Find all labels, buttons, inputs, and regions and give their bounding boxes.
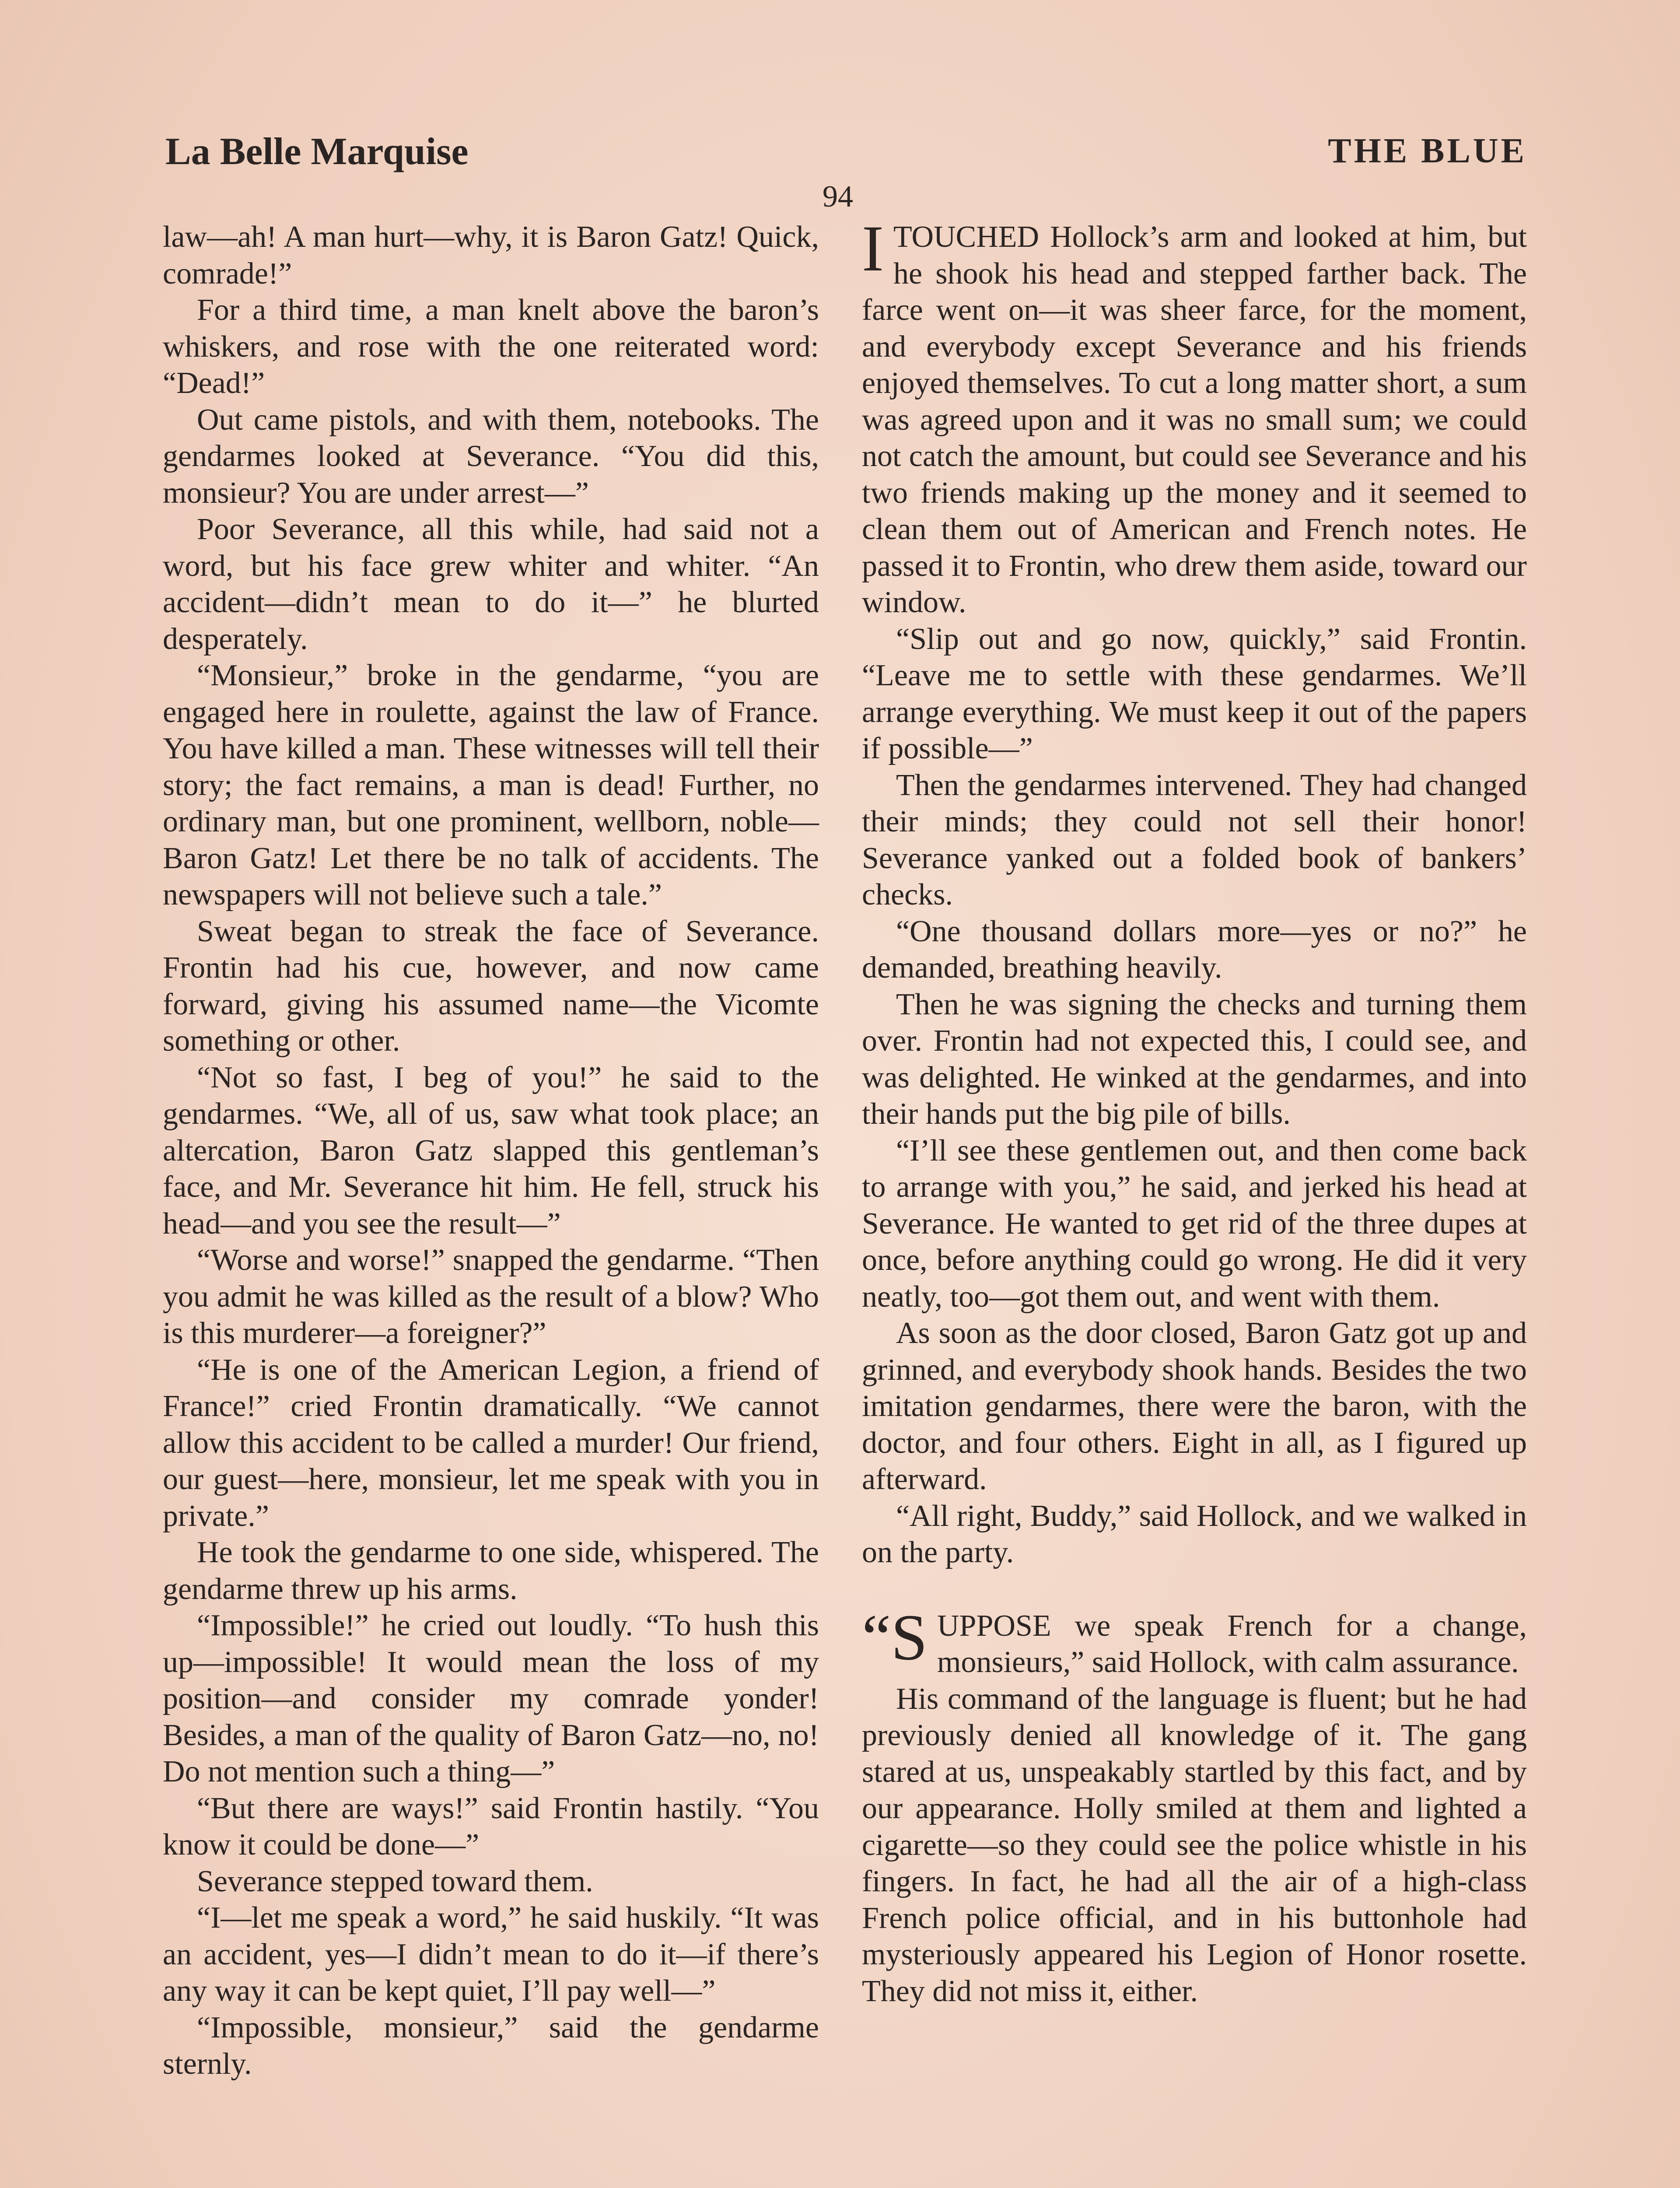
paragraph: “Monsieur,” broke in the gendarme, “you are engaged here in roulette, against the law of France. You have killed a man. These witnesses will tell their story; the fact remains, a man is dead! Further, no ordinary man, but one prominent, wellborn, noble—Baron Gatz! Let there be no talk of accidents. The newspapers will not believe such a tale.”	[163, 659, 819, 912]
paragraph: “Worse and worse!” snapped the gendarme. “Then you admit he was killed as the result of a blow? Who is this murderer—a foreigner?”	[163, 1243, 819, 1350]
paragraph: “He is one of the American Legion, a friend of France!” cried Frontin dramatically. “We cannot allow this accident to be called a murder! Our friend, our guest—here, monsieur, let me speak with you in private.”	[163, 1353, 819, 1533]
paragraph: Then he was signing the checks and turning them over. Frontin had not expected this, I could see, and was delighted. He winked at the gendarmes, and into their hands put the big pile of bills.	[862, 987, 1527, 1131]
page-number: 94	[822, 180, 853, 214]
section-opening-paragraph	[862, 1601, 1527, 1681]
section-opening-paragraph	[862, 212, 1527, 621]
paragraph: Sweat began to streak the face of Severance. Frontin had his cue, however, and now came forward, giving his assumed name—the Vicomte something or other.	[163, 914, 819, 1058]
paragraph-text: TOUCHED Hollock’s arm and looked at him, but he shook his head and stepped farther back. The farce went on—it was sheer farce, for the moment, and everybody except Severance and his friends enjoyed themselves. To cut a long matter short, a sum was agreed upon and it was no small sum; we could not catch the amount, but could see Severance and his two friends making up the money and it seemed to clean them out of American and French notes. He passed it to Frontin, who drew them aside, toward our window.	[862, 220, 1527, 619]
paragraph: For a third time, a man knelt above the baron’s whiskers, and rose with the one reiterated word: “Dead!”	[163, 293, 819, 400]
paragraph: His command of the language is fluent; but he had previously denied all knowledge of it. The gang stared at us, unspeakably startled by this fact, and by our appearance. Holly smiled at them and lighted a cigarette—so they could see the police whistle in his fingers. In fact, he had all the air of a high-class French police official, and in his buttonhole had mysteriously appeared his Legion of Honor rosette. They did not miss it, either.	[862, 1682, 1527, 2008]
drop-cap: “S	[862, 1601, 928, 1674]
paragraph: “Impossible, monsieur,” said the gendarme sternly.	[163, 2010, 819, 2081]
paragraph: Poor Severance, all this while, had said not a word, but his face grew whiter and whiter. “An accident—didn’t mean to do it—” he blurted desperately.	[163, 512, 819, 656]
paragraph: Then the gendarmes intervened. They had changed their minds; they could not sell their honor! Severance yanked out a folded book of bankers’ checks.	[862, 768, 1527, 912]
paragraph-text: UPPOSE we speak French for a change, monsieurs,” said Hollock, with calm assurance.	[937, 1609, 1527, 1679]
paragraph: “All right, Buddy,” said Hollock, and we walked in on the party.	[862, 1499, 1527, 1569]
paragraph: Out came pistols, and with them, notebooks. The gendarmes looked at Severance. “You did this, monsieur? You are under arrest—”	[163, 403, 819, 510]
paragraph: “I’ll see these gentlemen out, and then come back to arrange with you,” he said, and jerked his head at Severance. He wanted to get rid of the three dupes at once, before anything could go wrong. He did it very neatly, too—got them out, and went with them.	[862, 1133, 1527, 1314]
paragraph: law—ah! A man hurt—why, it is Baron Gatz! Quick, comrade!”	[163, 220, 819, 291]
paragraph: Severance stepped toward them.	[197, 1864, 593, 1898]
paragraph: “One thousand dollars more—yes or no?” he demanded, breathing heavily.	[862, 914, 1527, 985]
right-column	[862, 212, 1527, 2009]
paragraph: “Slip out and go now, quickly,” said Frontin. “Leave me to settle with these gendarmes. We’ll arrange everything. We must keep it out of the papers if possible—”	[862, 622, 1527, 765]
paragraph: He took the gendarme to one side, whispered. The gendarme threw up his arms.	[163, 1536, 819, 1606]
paragraph: As soon as the door closed, Baron Gatz got up and grinned, and everybody shook hands. Besides the two imitation gendarmes, there were the baron, with the doctor, and four others. Eight in all, as I figured up afterward.	[862, 1316, 1527, 1496]
left-column	[163, 219, 819, 2083]
section-break	[862, 1571, 1527, 1608]
drop-cap: I	[862, 212, 884, 285]
running-header-magazine: THE BLUE	[1328, 132, 1527, 170]
paragraph: “Impossible!” he cried out loudly. “To hush this up—impossible! It would mean the loss of my position—and consider my comrade yonder! Besides, a man of the quality of Baron Gatz—no, no! Do not mention such a thing—”	[163, 1609, 819, 1788]
running-header-title: La Belle Marquise	[165, 130, 469, 173]
paragraph: “But there are ways!” said Frontin hastily. “You know it could be done—”	[163, 1791, 819, 1862]
paragraph: “Not so fast, I beg of you!” he said to the gendarmes. “We, all of us, saw what took place; an altercation, Baron Gatz slapped this gentleman’s face, and Mr. Severance hit him. He fell, struck his head—and you see the result—”	[163, 1060, 819, 1241]
paragraph: “I—let me speak a word,” he said huskily. “It was an accident, yes—I didn’t mean to do it—if there’s any way it can be kept quiet, I’ll pay well—”	[163, 1901, 819, 2008]
